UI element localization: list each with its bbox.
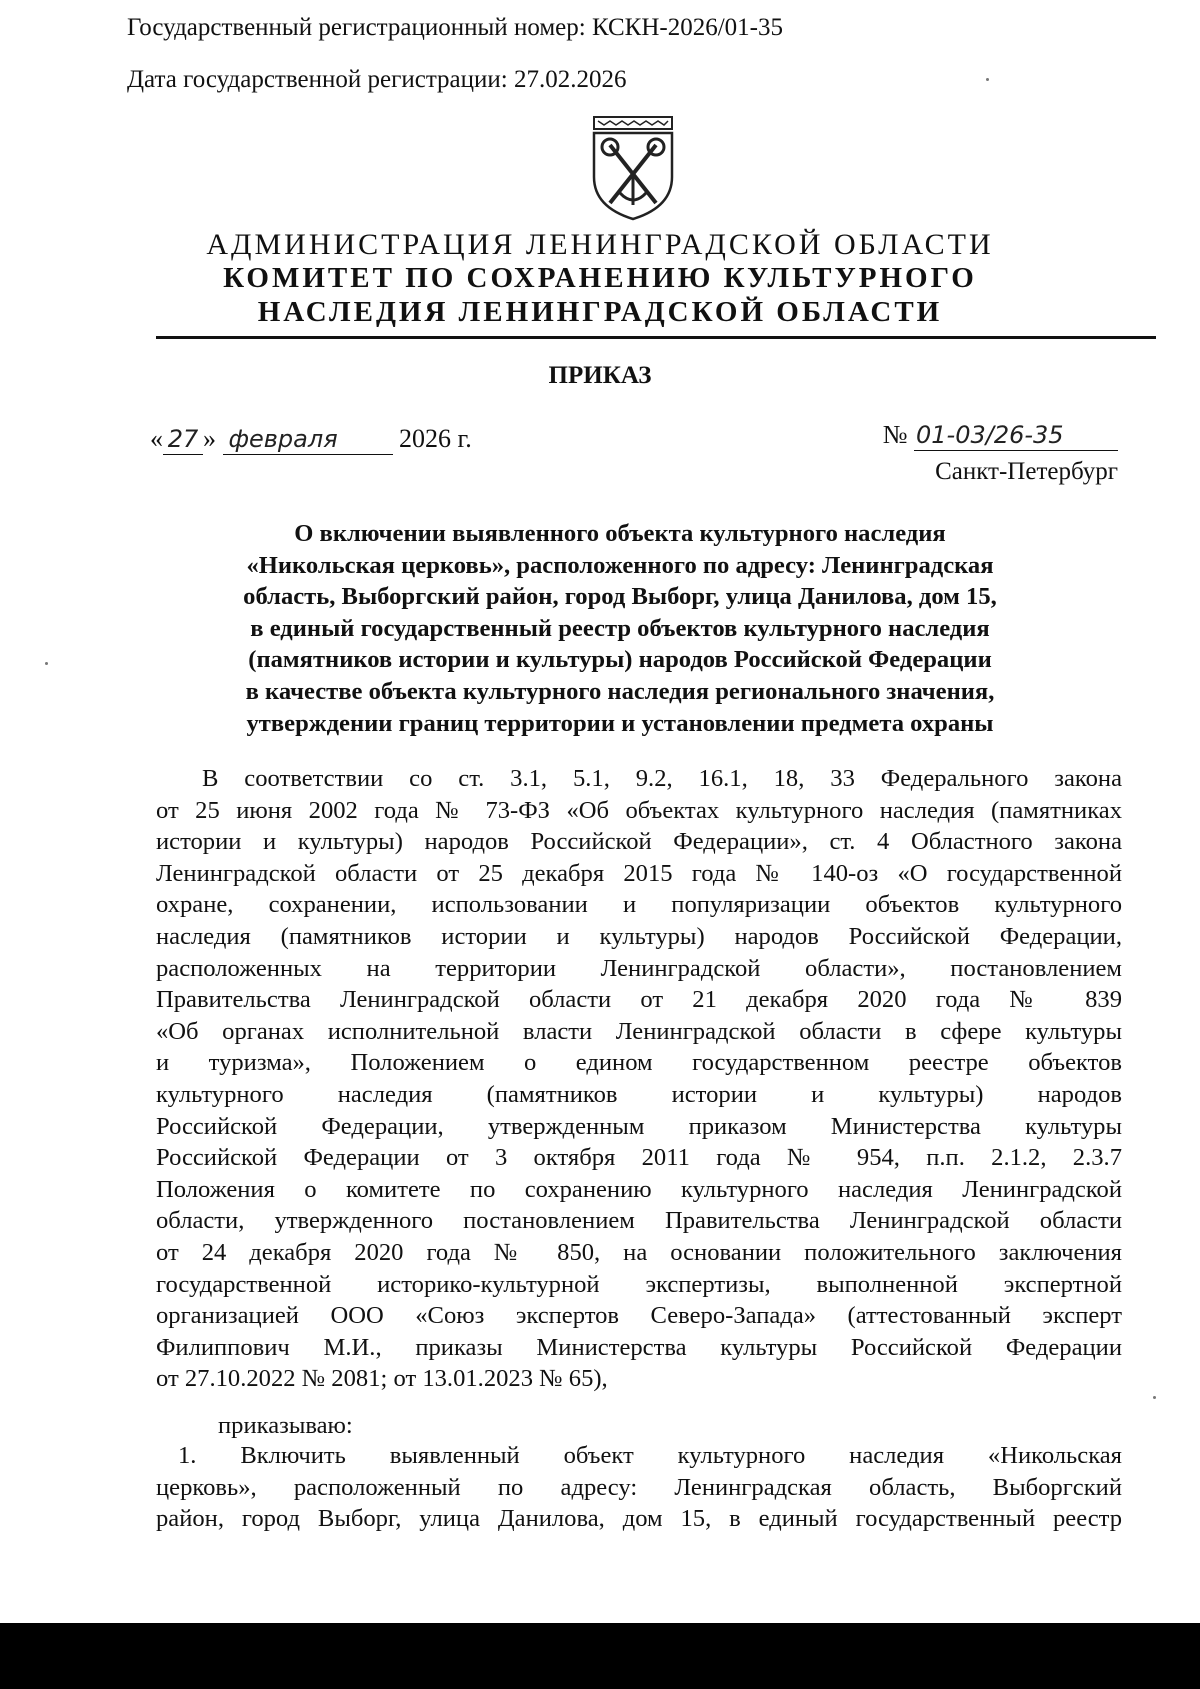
body-line: области, утвержденного постановлением Правительства Ленинградской области	[156, 1207, 1122, 1235]
scan-speck	[986, 78, 989, 81]
place-of-issue: Санкт-Петербург	[935, 458, 1118, 485]
number-label: №	[882, 420, 908, 449]
body-line: от 25 июня 2002 года № 73-ФЗ «Об объектах культурного наследия (памятниках	[156, 796, 1122, 824]
date-year: 2026 г.	[399, 424, 472, 453]
scan-speck	[1153, 1396, 1156, 1399]
document-type-title: ПРИКАЗ	[548, 362, 652, 389]
title-line: «Никольская церковь», расположенного по адресу: Ленинградская	[246, 551, 994, 579]
date-month: февраля	[223, 426, 393, 455]
body-line: культурного наследия (памятников истории и культуры) народов	[156, 1080, 1122, 1108]
coat-of-arms-icon	[586, 115, 680, 221]
header-divider	[156, 336, 1156, 339]
body-line: от 24 декабря 2020 года № 850, на основании положительного заключения	[156, 1238, 1122, 1266]
title-line: в качестве объекта культурного наследия регионального значения,	[245, 677, 995, 705]
order-date	[150, 424, 472, 455]
scan-speck	[45, 662, 48, 665]
order-title	[160, 518, 1080, 739]
body-line: Положения о комитете по сохранению культурного наследия Ленинградской	[156, 1175, 1122, 1203]
date-open-quote: «	[150, 424, 163, 453]
title-line: (памятников истории и культуры) народов Российской Федерации	[248, 646, 992, 674]
administration-title: АДМИНИСТРАЦИЯ ЛЕНИНГРАДСКОЙ ОБЛАСТИ	[206, 228, 994, 261]
body-line: от 27.10.2022 № 2081; от 13.01.2023 № 65),	[156, 1365, 608, 1393]
body-line: «Об органах исполнительной власти Ленинградской области в сфере культуры	[156, 1017, 1122, 1045]
body-line: Филиппович М.И., приказы Министерства культуры Российской Федерации	[156, 1333, 1122, 1361]
body-line: Российской Федерации от 3 октября 2011 года № 954, п.п. 2.1.2, 2.3.7	[156, 1144, 1122, 1172]
body-line: Правительства Ленинградской области от 21 декабря 2020 года № 839	[156, 986, 1122, 1014]
item-line: 1. Включить выявленный объект культурного наследия «Никольская	[178, 1442, 1122, 1469]
body-line: государственной историко-культурной экспертизы, выполненной экспертной	[156, 1270, 1122, 1298]
title-line: утверждении границ территории и установлении предмета охраны	[246, 709, 994, 737]
title-line: область, Выборгский район, город Выборг, улица Данилова, дом 15,	[243, 583, 997, 611]
date-day: 27	[163, 426, 203, 455]
number-value: 01-03/26-35	[914, 422, 1118, 451]
body-line: истории и культуры) народов Российской Федерации», ст. 4 Областного закона	[156, 828, 1122, 856]
body-line: охране, сохранении, использовании и популяризации объектов культурного	[156, 891, 1122, 919]
committee-title-line-2: НАСЛЕДИЯ ЛЕНИНГРАДСКОЙ ОБЛАСТИ	[257, 296, 943, 328]
preamble-paragraph	[156, 763, 1122, 1395]
title-line: в единый государственный реестр объектов культурного наследия	[250, 614, 990, 642]
committee-title-line-1: КОМИТЕТ ПО СОХРАНЕНИЮ КУЛЬТУРНОГО	[223, 262, 977, 294]
title-line: О включении выявленного объекта культурного наследия	[294, 520, 946, 547]
item-line: район, город Выборг, улица Данилова, дом 15, в единый государственный реестр	[156, 1505, 1122, 1533]
ordering-clause: приказываю:	[218, 1412, 353, 1439]
body-line: и туризма», Положением о едином государственном реестре объектов	[156, 1049, 1122, 1077]
body-line: наследия (памятников истории и культуры) народов Российской Федерации,	[156, 922, 1122, 950]
body-line: В соответствии со ст. 3.1, 5.1, 9.2, 16.1, 18, 33 Федерального закона	[202, 765, 1122, 792]
body-line: организацией ООО «Союз экспертов Северо-Запада» (аттестованный эксперт	[156, 1302, 1122, 1330]
body-line: Ленинградской области от 25 декабря 2015 года № 140-оз «О государственной	[156, 859, 1122, 887]
scan-border-bar	[0, 1623, 1200, 1689]
order-item-1	[156, 1440, 1122, 1535]
registration-number: Государственный регистрационный номер: КСКН-2026/01-35	[127, 14, 784, 41]
body-line: расположенных на территории Ленинградской области», постановлением	[156, 954, 1122, 982]
date-close-quote: »	[203, 424, 216, 453]
item-line: церковь», расположенный по адресу: Ленинградская область, Выборгский	[156, 1473, 1122, 1501]
body-line: Российской Федерации, утвержденным приказом Министерства культуры	[156, 1112, 1122, 1140]
order-number	[883, 420, 1118, 451]
registration-date: Дата государственной регистрации: 27.02.2026	[127, 66, 627, 93]
